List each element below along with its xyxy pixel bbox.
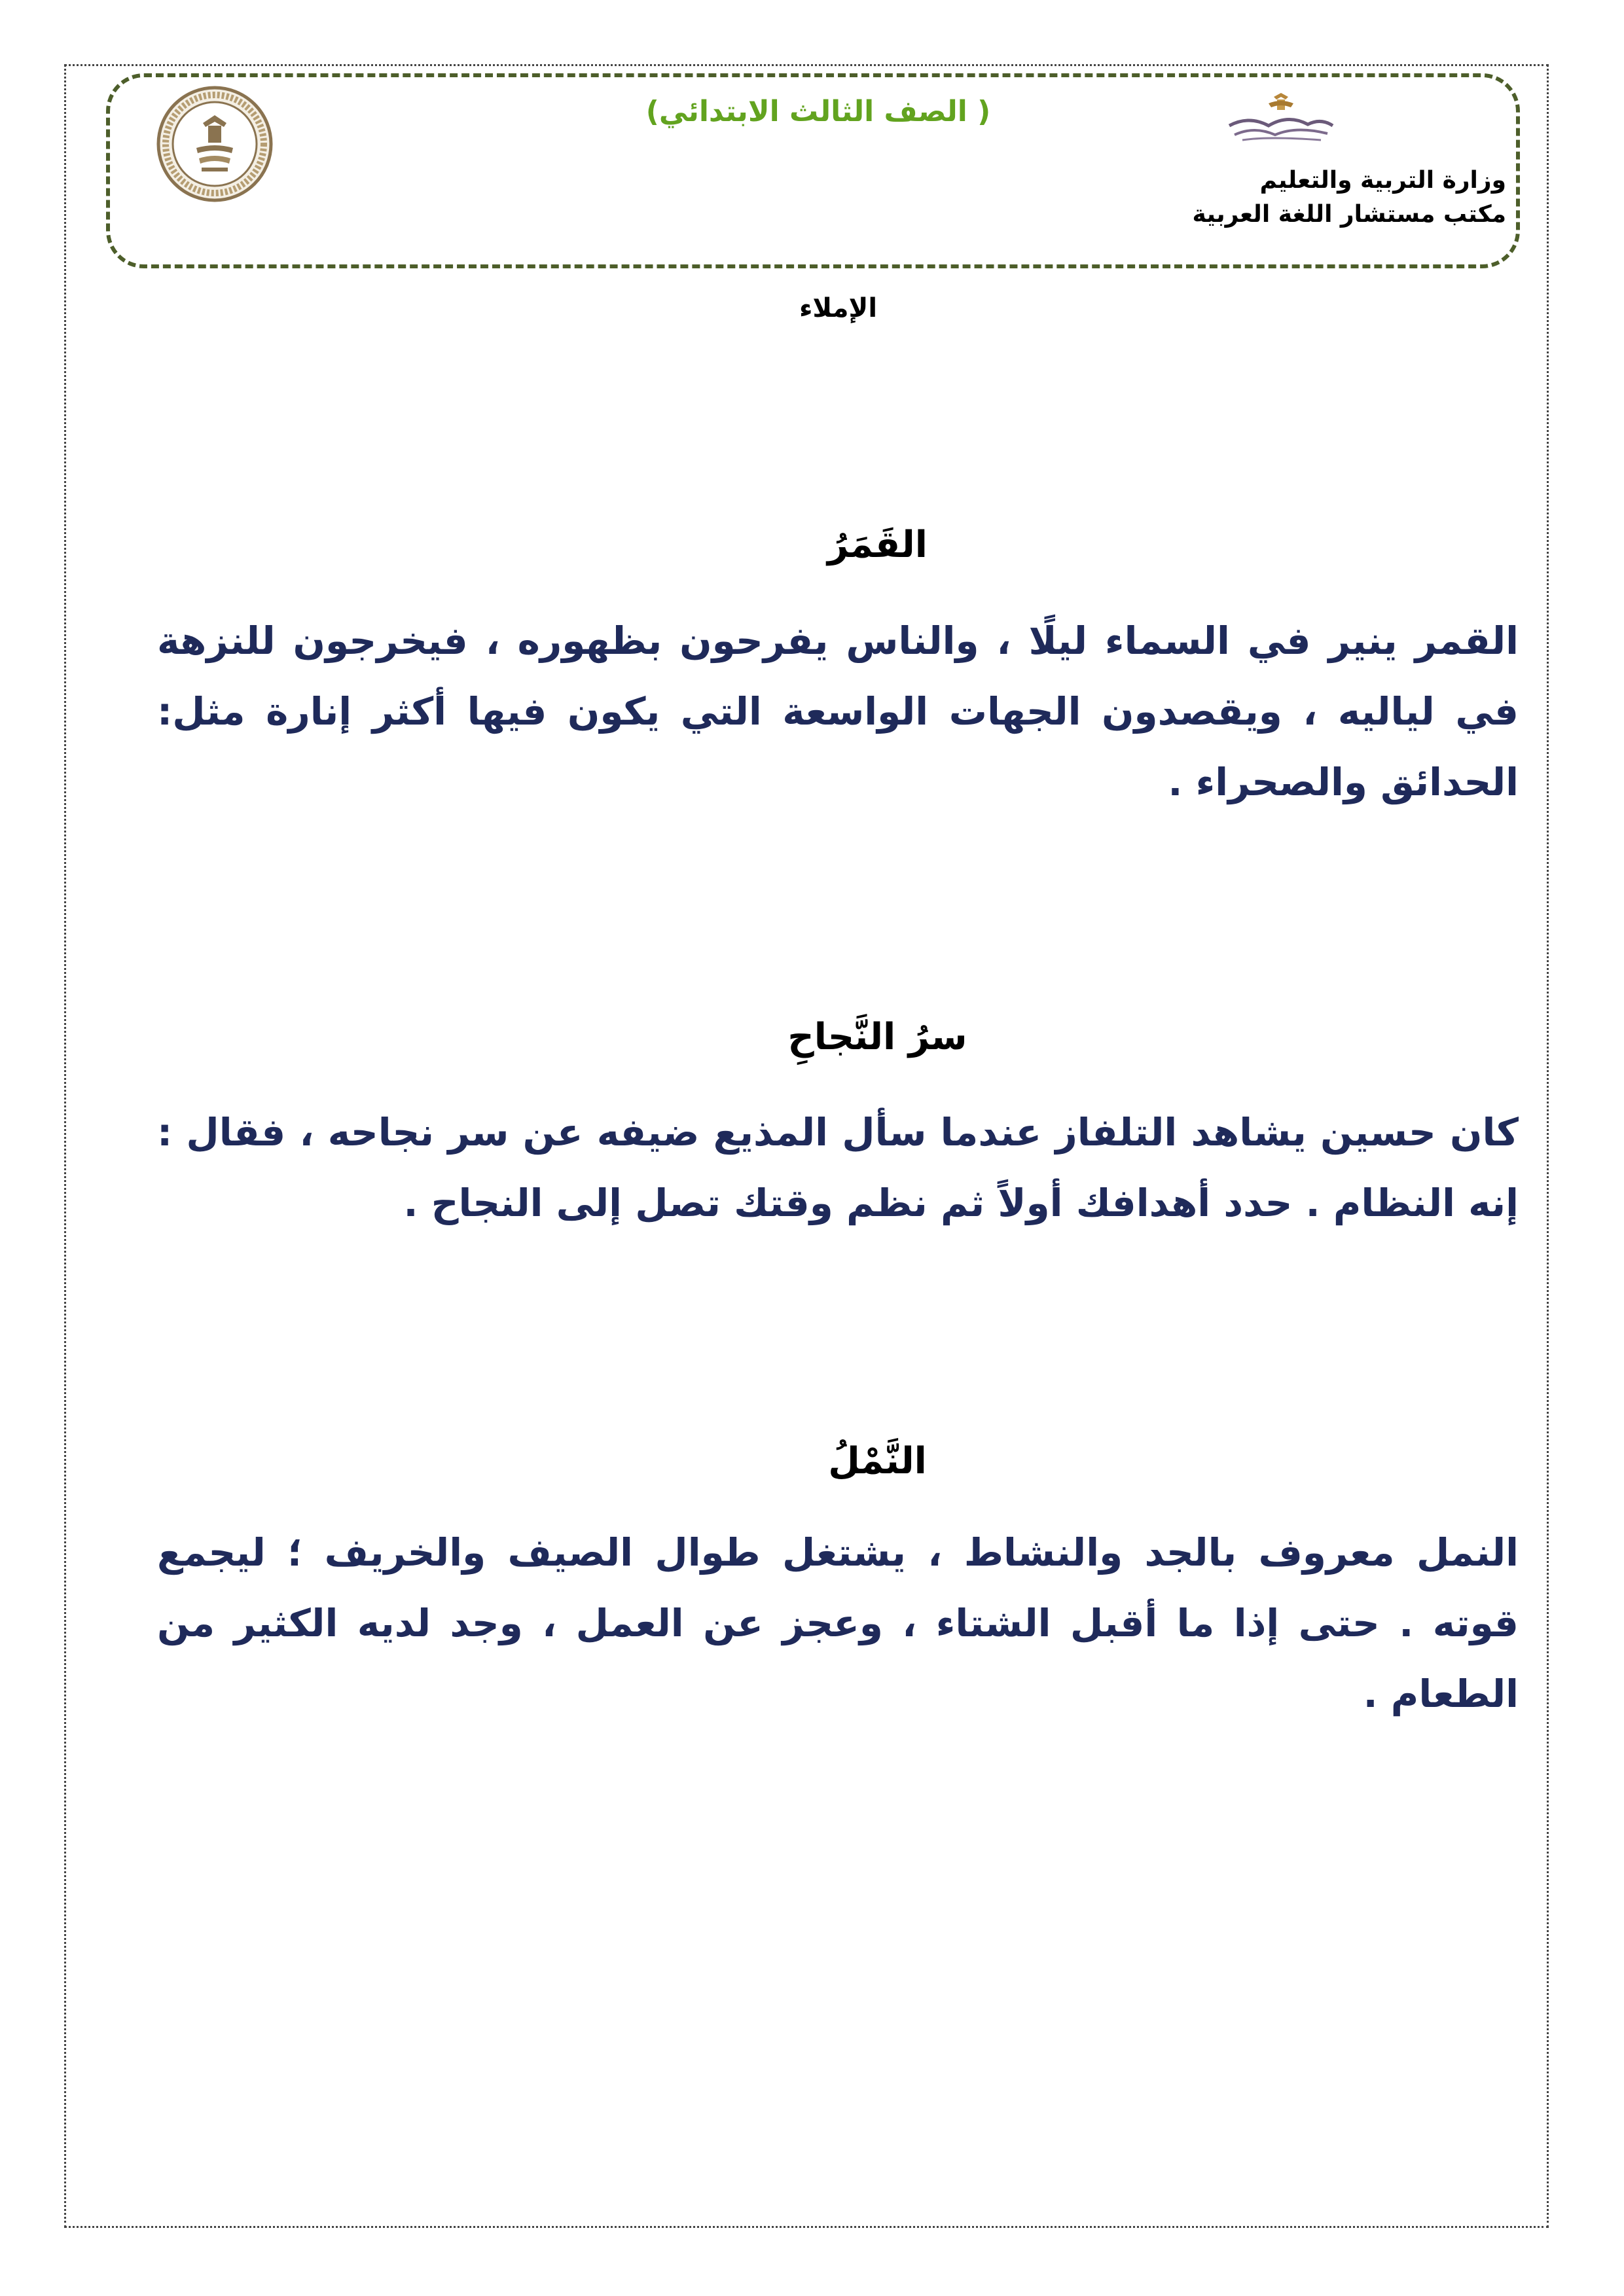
ministry-info xyxy=(1193,164,1506,232)
passage-heading-moon: القَمَرُ xyxy=(827,524,928,566)
ministry-name: وزارة التربية والتعليم xyxy=(1259,167,1506,194)
passage-text-moon: القمر ينير في السماء ليلًا ، والناس يفرحون بظهوره ، فيخرجون للنزهة في لياليه ، ويقصدون الجهات الواسعة التي يكون فيها أكثر إنارة مثل: الحدائق والصحراء . xyxy=(157,619,1519,804)
grade-title: ( الصف الثالث الابتدائي) xyxy=(645,95,991,128)
passage-text-success: كان حسين يشاهد التلفاز عندما سأل المذيع ضيفه عن سر نجاحه ، فقال : إنه النظام . حدد أهدافك أولاً ثم نظم وقتك تصل إلى النجاح . xyxy=(157,1110,1519,1225)
ministry-seal-icon xyxy=(156,85,274,203)
passage-heading-ants: النَّمْلُ xyxy=(828,1440,927,1482)
document-title: الإملاء xyxy=(799,293,878,323)
office-name: مكتب مستشار اللغة العربية xyxy=(1192,201,1506,228)
ministry-emblem-icon xyxy=(1223,92,1339,145)
passage-heading-success: سرُ النَّجاحِ xyxy=(787,1016,967,1058)
passage-text-ants: النمل معروف بالجد والنشاط ، يشتغل طوال الصيف والخريف ؛ ليجمع قوته . حتى إذا ما أقبل الشتاء ، وعجز عن العمل ، وجد لديه الكثير من الطعام . xyxy=(157,1530,1519,1716)
